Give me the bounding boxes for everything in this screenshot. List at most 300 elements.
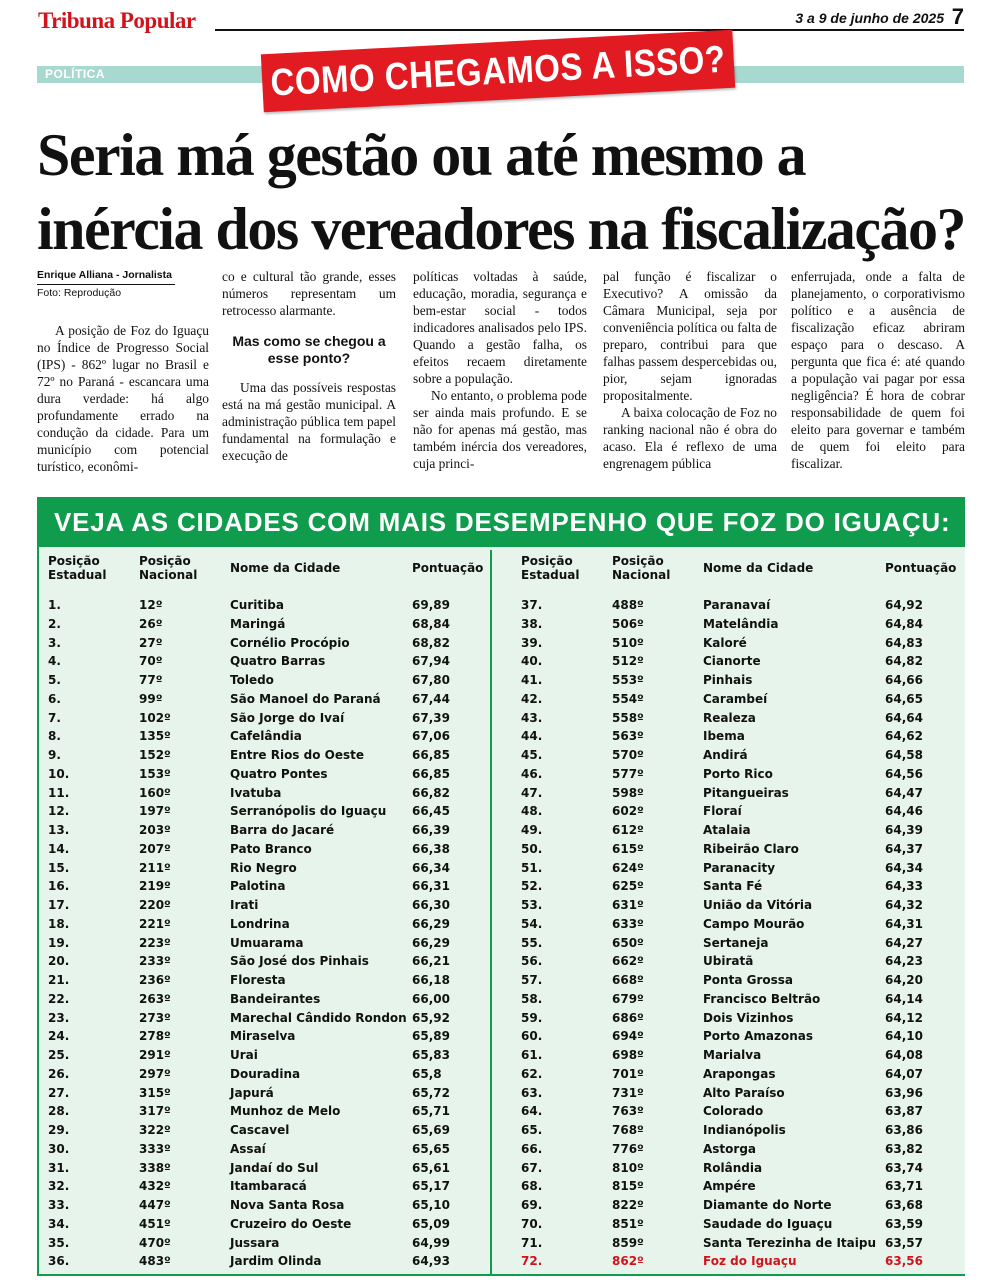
cell-posicao-estadual: 15.	[48, 860, 70, 875]
cell-posicao-nacional: 27º	[139, 635, 163, 650]
cell-cidade: Foz do Iguaçu	[703, 1254, 797, 1269]
cell-cidade: União da Vitória	[703, 898, 813, 912]
cell-posicao-estadual: 66.	[521, 1141, 543, 1156]
paragraph: enferrujada, onde a falta de planejamento, o corporativismo político e a ausência de fiscalização eficaz abriram espaço para o descaso. A pergunta que fica é: até quando a população vai pagar por essa negligência? É hora de cobrar responsabilidade de quem foi eleito para governar e também de quem foi eleito para fiscalizar.	[791, 269, 965, 471]
header-text: Nacional	[139, 568, 198, 582]
cell-pontuacao: 67,44	[412, 691, 450, 706]
cell-pontuacao: 64,92	[885, 598, 923, 612]
cell-pontuacao: 64,08	[885, 1048, 923, 1062]
cell-posicao-nacional: 512º	[612, 654, 644, 669]
cell-cidade: Colorado	[703, 1104, 764, 1119]
ranking-table-title: VEJA AS CIDADES COM MAIS DESEMPENHO QUE FOZ DO IGUAÇU:	[37, 497, 965, 547]
cell-cidade: Floraí	[703, 804, 742, 819]
cell-cidade: Rolândia	[703, 1160, 763, 1175]
table-row	[521, 934, 965, 953]
cell-pontuacao: 65,61	[412, 1160, 450, 1175]
cell-posicao-estadual: 55.	[521, 935, 543, 950]
cell-pontuacao: 64,83	[885, 635, 923, 650]
cell-cidade: Quatro Pontes	[230, 766, 328, 781]
cell-posicao-estadual: 28.	[48, 1104, 70, 1119]
table-row	[521, 615, 965, 634]
stamp-text: COMO CHEGAMOS A ISSO?	[269, 37, 727, 104]
cell-posicao-nacional: 160º	[139, 785, 171, 800]
byline	[37, 269, 177, 300]
cell-pontuacao: 67,94	[412, 654, 450, 669]
header-pontuacao	[885, 554, 965, 596]
author: Enrique Alliana - Jornalista	[37, 269, 175, 285]
headline-line-2: inércia dos vereadores na fiscalização?	[37, 196, 966, 262]
cell-pontuacao: 64,10	[885, 1029, 923, 1044]
header-text: Posição	[48, 554, 100, 568]
cell-posicao-estadual: 60.	[521, 1029, 543, 1044]
table-row	[48, 690, 492, 709]
cell-pontuacao: 66,45	[412, 804, 450, 819]
table-row	[48, 1027, 492, 1046]
table-row	[48, 596, 492, 615]
cell-posicao-nacional: 291º	[139, 1048, 171, 1062]
cell-posicao-estadual: 17.	[48, 898, 70, 912]
cell-posicao-estadual: 46.	[521, 766, 543, 781]
header-text: Estadual	[48, 568, 107, 582]
cell-posicao-nacional: 483º	[139, 1254, 171, 1269]
table-row	[48, 1196, 492, 1215]
cell-pontuacao: 66,31	[412, 879, 450, 894]
cell-pontuacao: 64,37	[885, 841, 923, 856]
cell-cidade: Itambaracá	[230, 1179, 307, 1194]
cell-posicao-nacional: 236º	[139, 973, 171, 987]
cell-posicao-estadual: 42.	[521, 691, 543, 706]
cell-posicao-estadual: 4.	[48, 654, 61, 669]
cell-cidade: Umuarama	[230, 935, 304, 950]
cell-cidade: Matelândia	[703, 616, 779, 631]
cell-posicao-nacional: 322º	[139, 1123, 171, 1137]
cell-cidade: Dois Vizinhos	[703, 1010, 794, 1025]
cell-pontuacao: 63,56	[885, 1254, 923, 1269]
cell-cidade: Jardim Olinda	[230, 1254, 322, 1269]
cell-cidade: Porto Amazonas	[703, 1029, 814, 1044]
cell-posicao-nacional: 698º	[612, 1048, 644, 1062]
cell-posicao-nacional: 633º	[612, 916, 644, 931]
cell-posicao-nacional: 563º	[612, 729, 644, 744]
cell-cidade: Andirá	[703, 748, 748, 762]
article-column-4	[603, 268, 777, 472]
headline-line-1: Seria má gestão ou até mesmo a	[37, 122, 806, 188]
table-row	[521, 652, 965, 671]
table-row	[521, 1121, 965, 1140]
paragraph: Uma das possíveis respostas está na má gestão municipal. A administração pública tem papel fundamental na formulação e execução de	[222, 380, 396, 463]
table-row	[521, 709, 965, 728]
cell-pontuacao: 63,57	[885, 1235, 923, 1250]
cell-pontuacao: 63,86	[885, 1123, 923, 1137]
cell-posicao-estadual: 2.	[48, 616, 61, 631]
cell-cidade: Entre Rios do Oeste	[230, 748, 364, 762]
header-text: Nacional	[612, 568, 671, 582]
cell-cidade: Cianorte	[703, 654, 761, 669]
cell-cidade: Ibema	[703, 729, 745, 744]
cell-posicao-estadual: 56.	[521, 954, 543, 969]
cell-posicao-nacional: 99º	[139, 691, 163, 706]
cell-posicao-estadual: 54.	[521, 916, 543, 931]
cell-cidade: Atalaia	[703, 823, 751, 837]
cell-pontuacao: 68,82	[412, 635, 450, 650]
cell-posicao-nacional: 510º	[612, 635, 644, 650]
cell-posicao-estadual: 31.	[48, 1160, 70, 1175]
cell-cidade: Japurá	[230, 1085, 274, 1100]
cell-posicao-nacional: 211º	[139, 860, 171, 875]
cell-pontuacao: 68,84	[412, 616, 450, 631]
cell-posicao-estadual: 67.	[521, 1160, 543, 1175]
cell-cidade: Cornélio Procópio	[230, 635, 350, 650]
cell-posicao-estadual: 26.	[48, 1066, 70, 1081]
cell-pontuacao: 64,46	[885, 804, 923, 819]
cell-posicao-nacional: 554º	[612, 691, 644, 706]
cell-pontuacao: 65,65	[412, 1141, 450, 1156]
cell-pontuacao: 63,59	[885, 1216, 923, 1231]
header-text: Posição	[521, 554, 573, 568]
cell-posicao-nacional: 297º	[139, 1066, 171, 1081]
table-row	[521, 784, 965, 803]
header-pontuacao	[412, 554, 492, 596]
cell-cidade: Sertaneja	[703, 935, 769, 950]
cell-posicao-estadual: 68.	[521, 1179, 543, 1194]
article-column-3	[413, 268, 587, 472]
table-row	[48, 1177, 492, 1196]
table-row	[48, 634, 492, 653]
cell-posicao-nacional: 338º	[139, 1160, 171, 1175]
cell-posicao-nacional: 624º	[612, 860, 644, 875]
cell-cidade: Ribeirão Claro	[703, 841, 799, 856]
cell-posicao-nacional: 768º	[612, 1123, 644, 1137]
cell-posicao-estadual: 20.	[48, 954, 70, 969]
cell-cidade: Pato Branco	[230, 841, 312, 856]
cell-pontuacao: 65,71	[412, 1104, 450, 1119]
page-number: 7	[951, 4, 964, 29]
table-row	[48, 1159, 492, 1178]
cell-posicao-nacional: 207º	[139, 841, 171, 856]
cell-pontuacao: 63,71	[885, 1179, 923, 1194]
header-rule	[215, 29, 964, 31]
cell-posicao-nacional: 615º	[612, 841, 644, 856]
table-body	[521, 596, 965, 1271]
ranking-table-right	[521, 554, 965, 1271]
table-header	[48, 554, 492, 596]
cell-posicao-estadual: 27.	[48, 1085, 70, 1100]
cell-posicao-nacional: 317º	[139, 1104, 171, 1119]
cell-pontuacao: 64,20	[885, 973, 923, 987]
table-row	[521, 896, 965, 915]
table-row	[48, 671, 492, 690]
cell-posicao-estadual: 33.	[48, 1198, 70, 1212]
cell-cidade: Cafelândia	[230, 729, 302, 744]
cell-cidade: Palotina	[230, 879, 286, 894]
header-text: Estadual	[521, 568, 580, 582]
cell-pontuacao: 64,33	[885, 879, 923, 894]
cell-cidade: Serranópolis do Iguaçu	[230, 804, 387, 819]
cell-pontuacao: 63,68	[885, 1198, 923, 1212]
table-row	[48, 915, 492, 934]
cell-posicao-nacional: 650º	[612, 935, 644, 950]
section-label: POLÍTICA	[45, 67, 105, 81]
cell-posicao-nacional: 625º	[612, 879, 644, 894]
cell-cidade: Paranacity	[703, 860, 776, 875]
cell-cidade: Cascavel	[230, 1123, 290, 1137]
cell-pontuacao: 66,34	[412, 860, 450, 875]
cell-posicao-estadual: 7.	[48, 710, 61, 725]
cell-posicao-estadual: 5.	[48, 673, 61, 687]
cell-posicao-estadual: 13.	[48, 823, 70, 837]
cell-cidade: Saudade do Iguaçu	[703, 1216, 833, 1231]
paragraph: A posição de Foz do Iguaçu no Índice de Progresso Social (IPS) - 862º lugar no Brasil e 72º no Paraná - escancara uma dura verdade: há algo profundamente errado na condução da cidade. Para um município com potencial turístico, econômi-	[37, 323, 209, 474]
cell-posicao-nacional: 102º	[139, 710, 171, 725]
table-row	[48, 1046, 492, 1065]
cell-cidade: Quatro Barras	[230, 654, 326, 669]
cell-posicao-nacional: 263º	[139, 991, 171, 1006]
cell-pontuacao: 65,17	[412, 1179, 450, 1194]
cell-posicao-nacional: 776º	[612, 1141, 644, 1156]
cell-posicao-nacional: 862º	[612, 1254, 644, 1269]
cell-pontuacao: 64,31	[885, 916, 923, 931]
headline	[37, 118, 967, 266]
cell-posicao-estadual: 69.	[521, 1198, 543, 1212]
cell-pontuacao: 65,83	[412, 1048, 450, 1062]
cell-posicao-estadual: 40.	[521, 654, 543, 669]
cell-pontuacao: 64,58	[885, 748, 923, 762]
table-row	[48, 1121, 492, 1140]
table-row	[521, 802, 965, 821]
cell-posicao-estadual: 43.	[521, 710, 543, 725]
issue-date: 3 a 9 de junho de 2025	[795, 10, 944, 26]
cell-cidade: Carambeí	[703, 691, 768, 706]
header-text: Nome da Cidade	[230, 561, 341, 575]
header-estadual	[48, 554, 139, 596]
cell-posicao-estadual: 22.	[48, 991, 70, 1006]
table-row	[48, 1140, 492, 1159]
cell-posicao-nacional: 612º	[612, 823, 644, 837]
cell-cidade: Munhoz de Melo	[230, 1104, 341, 1119]
table-row	[521, 765, 965, 784]
table-row	[521, 1009, 965, 1028]
cell-cidade: Ubiratã	[703, 954, 754, 969]
cell-posicao-nacional: 451º	[139, 1216, 171, 1231]
cell-posicao-estadual: 8.	[48, 729, 61, 744]
cell-posicao-estadual: 53.	[521, 898, 543, 912]
table-row	[48, 896, 492, 915]
stamp-banner	[261, 30, 735, 113]
cell-pontuacao: 69,89	[412, 598, 450, 612]
table-row	[521, 1177, 965, 1196]
cell-cidade: Bandeirantes	[230, 991, 321, 1006]
table-row	[521, 1084, 965, 1103]
cell-pontuacao: 64,65	[885, 691, 923, 706]
cell-pontuacao: 64,84	[885, 616, 923, 631]
cell-pontuacao: 64,62	[885, 729, 923, 744]
cell-cidade: Indianópolis	[703, 1123, 786, 1137]
cell-cidade: Londrina	[230, 916, 290, 931]
cell-pontuacao: 65,92	[412, 1010, 450, 1025]
cell-pontuacao: 63,82	[885, 1141, 923, 1156]
cell-cidade: Alto Paraíso	[703, 1085, 785, 1100]
table-row	[48, 934, 492, 953]
cell-cidade: Douradina	[230, 1066, 301, 1081]
cell-pontuacao: 64,23	[885, 954, 923, 969]
table-row	[521, 634, 965, 653]
table-row	[521, 877, 965, 896]
cell-posicao-nacional: 273º	[139, 1010, 171, 1025]
cell-pontuacao: 66,21	[412, 954, 450, 969]
cell-posicao-estadual: 64.	[521, 1104, 543, 1119]
cell-posicao-estadual: 62.	[521, 1066, 543, 1081]
table-row	[48, 971, 492, 990]
article-column-5	[791, 268, 965, 472]
header-cidade	[703, 554, 885, 596]
cell-posicao-nacional: 686º	[612, 1010, 644, 1025]
cell-cidade: Toledo	[230, 673, 274, 687]
cell-posicao-estadual: 37.	[521, 598, 543, 612]
cell-cidade: Cruzeiro do Oeste	[230, 1216, 352, 1231]
cell-posicao-nacional: 577º	[612, 766, 644, 781]
table-row	[48, 652, 492, 671]
paragraph: co e cultural tão grande, esses números representam um retrocesso alarmante.	[222, 269, 396, 318]
table-row	[48, 1215, 492, 1234]
cell-posicao-estadual: 34.	[48, 1216, 70, 1231]
cell-pontuacao: 64,12	[885, 1010, 923, 1025]
paragraph: pal função é fiscalizar o Executivo? A omissão da Câmara Municipal, seja por conveniência política ou falta de preparo, contribui para que falhas passem despercebidas ou, pior, sejam ignoradas propositalmente.	[603, 269, 777, 403]
cell-posicao-estadual: 23.	[48, 1010, 70, 1025]
cell-posicao-estadual: 3.	[48, 635, 61, 650]
cell-pontuacao: 66,39	[412, 823, 450, 837]
cell-posicao-estadual: 71.	[521, 1235, 543, 1250]
cell-posicao-estadual: 29.	[48, 1123, 70, 1137]
table-row	[521, 1102, 965, 1121]
table-row	[521, 952, 965, 971]
cell-cidade: Nova Santa Rosa	[230, 1198, 345, 1212]
cell-cidade: São José dos Pinhais	[230, 954, 369, 969]
table-row	[521, 727, 965, 746]
cell-pontuacao: 66,00	[412, 991, 450, 1006]
cell-pontuacao: 64,27	[885, 935, 923, 950]
table-header	[521, 554, 965, 596]
table-row	[521, 1027, 965, 1046]
cell-pontuacao: 66,85	[412, 748, 450, 762]
cell-posicao-estadual: 32.	[48, 1179, 70, 1194]
table-row	[521, 1140, 965, 1159]
cell-posicao-estadual: 36.	[48, 1254, 70, 1269]
cell-posicao-estadual: 49.	[521, 823, 543, 837]
table-row	[48, 1234, 492, 1253]
header-estadual	[521, 554, 612, 596]
cell-posicao-nacional: 12º	[139, 598, 163, 612]
cell-posicao-estadual: 21.	[48, 973, 70, 987]
cell-posicao-nacional: 822º	[612, 1198, 644, 1212]
cell-posicao-estadual: 52.	[521, 879, 543, 894]
cell-posicao-nacional: 553º	[612, 673, 644, 687]
cell-pontuacao: 66,30	[412, 898, 450, 912]
table-row	[521, 971, 965, 990]
cell-posicao-estadual: 45.	[521, 748, 543, 762]
cell-pontuacao: 67,80	[412, 673, 450, 687]
cell-posicao-nacional: 77º	[139, 673, 163, 687]
cell-posicao-estadual: 25.	[48, 1048, 70, 1062]
cell-cidade: Diamante do Norte	[703, 1198, 832, 1212]
cell-pontuacao: 64,64	[885, 710, 923, 725]
cell-pontuacao: 64,39	[885, 823, 923, 837]
cell-posicao-nacional: 631º	[612, 898, 644, 912]
cell-posicao-nacional: 763º	[612, 1104, 644, 1119]
table-row	[48, 821, 492, 840]
table-row	[48, 709, 492, 728]
cell-posicao-estadual: 58.	[521, 991, 543, 1006]
header-nacional	[612, 554, 703, 596]
cell-pontuacao: 64,32	[885, 898, 923, 912]
cell-cidade: Curitiba	[230, 598, 284, 612]
cell-cidade: Rio Negro	[230, 860, 297, 875]
cell-cidade: Marechal Cândido Rondon	[230, 1010, 407, 1025]
cell-posicao-estadual: 35.	[48, 1235, 70, 1250]
cell-pontuacao: 66,29	[412, 916, 450, 931]
cell-cidade: Irati	[230, 898, 259, 912]
cell-posicao-estadual: 1.	[48, 598, 61, 612]
cell-posicao-nacional: 278º	[139, 1029, 171, 1044]
cell-cidade: Arapongas	[703, 1066, 776, 1081]
cell-posicao-nacional: 668º	[612, 973, 644, 987]
cell-posicao-estadual: 9.	[48, 748, 61, 762]
cell-posicao-nacional: 203º	[139, 823, 171, 837]
cell-posicao-estadual: 11.	[48, 785, 70, 800]
cell-posicao-nacional: 470º	[139, 1235, 171, 1250]
cell-cidade: São Manoel do Paraná	[230, 691, 381, 706]
cell-cidade: Floresta	[230, 973, 286, 987]
cell-cidade: Pitangueiras	[703, 785, 789, 800]
cell-pontuacao: 66,18	[412, 973, 450, 987]
cell-cidade: Jandaí do Sul	[230, 1160, 319, 1175]
cell-pontuacao: 65,72	[412, 1085, 450, 1100]
cell-posicao-nacional: 598º	[612, 785, 644, 800]
cell-posicao-nacional: 488º	[612, 598, 644, 612]
cell-posicao-estadual: 16.	[48, 879, 70, 894]
cell-posicao-nacional: 152º	[139, 748, 171, 762]
cell-cidade: Ivatuba	[230, 785, 282, 800]
cell-cidade: Assaí	[230, 1141, 266, 1156]
cell-posicao-estadual: 57.	[521, 973, 543, 987]
table-row	[48, 840, 492, 859]
cell-pontuacao: 64,66	[885, 673, 923, 687]
cell-pontuacao: 67,39	[412, 710, 450, 725]
table-row	[521, 1215, 965, 1234]
table-row	[48, 1084, 492, 1103]
cell-pontuacao: 64,34	[885, 860, 923, 875]
cell-posicao-nacional: 221º	[139, 916, 171, 931]
cell-posicao-nacional: 447º	[139, 1198, 171, 1212]
cell-cidade: Jussara	[230, 1235, 280, 1250]
table-row	[48, 746, 492, 765]
cell-posicao-nacional: 223º	[139, 935, 171, 950]
cell-posicao-estadual: 51.	[521, 860, 543, 875]
cell-posicao-nacional: 701º	[612, 1066, 644, 1081]
cell-posicao-estadual: 44.	[521, 729, 543, 744]
cell-posicao-nacional: 197º	[139, 804, 171, 819]
table-row	[521, 859, 965, 878]
paragraph: A baixa colocação de Foz no ranking nacional não é obra do acaso. Ela é reflexo de uma engrenagem pública	[603, 405, 777, 471]
cell-cidade: Santa Terezinha de Itaipu	[703, 1235, 876, 1250]
cell-cidade: Urai	[230, 1048, 258, 1062]
masthead: Tribuna Popular	[38, 8, 196, 33]
table-row	[48, 727, 492, 746]
cell-posicao-nacional: 506º	[612, 616, 644, 631]
table-row	[48, 1009, 492, 1028]
cell-pontuacao: 67,06	[412, 729, 450, 744]
header-text: Posição	[139, 554, 191, 568]
cell-posicao-nacional: 810º	[612, 1160, 644, 1175]
